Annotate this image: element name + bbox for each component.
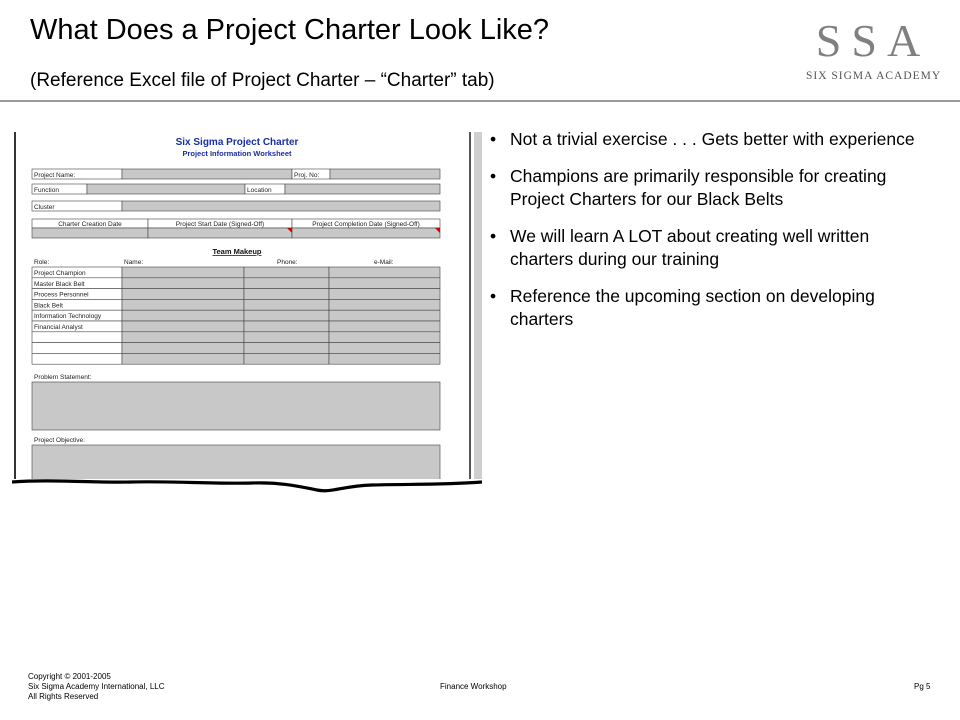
team-makeup-table bbox=[32, 267, 440, 364]
rights-line: All Rights Reserved bbox=[28, 692, 99, 701]
team-entry-cell bbox=[244, 310, 329, 321]
project-name-label: Project Name: bbox=[34, 172, 76, 179]
team-entry-cell bbox=[122, 299, 244, 310]
team-entry-cell bbox=[329, 332, 440, 343]
company-line: Six Sigma Academy International, LLC bbox=[28, 682, 165, 691]
team-row bbox=[32, 353, 440, 364]
team-role-cell bbox=[32, 343, 122, 354]
team-row bbox=[32, 321, 440, 332]
cluster-field bbox=[122, 201, 440, 211]
worksheet-subtitle: Project Information Worksheet bbox=[182, 149, 292, 158]
worksheet-scroll-strip bbox=[474, 132, 482, 480]
team-entry-cell bbox=[122, 278, 244, 289]
project-start-date-field bbox=[148, 228, 292, 238]
bullet-dot: • bbox=[490, 129, 497, 149]
team-entry-cell bbox=[244, 353, 329, 364]
bullet-list bbox=[490, 128, 920, 345]
team-col-phone: Phone: bbox=[277, 259, 298, 266]
team-role-label: Process Personnel bbox=[34, 291, 89, 299]
team-entry-cell bbox=[122, 267, 244, 278]
function-label: Function bbox=[34, 187, 59, 194]
team-entry-cell bbox=[244, 321, 329, 332]
slide-subtitle: (Reference Excel file of Project Charter – “Charter” tab) bbox=[30, 70, 495, 91]
bullet-text: Champions are primarily responsible for creating Project Charters for our Black Belts bbox=[510, 166, 887, 209]
team-role-label: Financial Analyst bbox=[34, 324, 83, 331]
proj-no-label: Proj. No: bbox=[294, 172, 320, 179]
team-entry-cell bbox=[329, 343, 440, 354]
team-entry-cell bbox=[244, 299, 329, 310]
bullet-item bbox=[490, 128, 920, 151]
charter-worksheet-image bbox=[12, 128, 482, 493]
bullet-dot: • bbox=[490, 226, 497, 246]
team-entry-cell bbox=[122, 353, 244, 364]
team-entry-cell bbox=[329, 321, 440, 332]
team-row bbox=[32, 289, 440, 300]
bullet-item bbox=[490, 285, 920, 331]
logo-mark: SSA bbox=[815, 15, 931, 66]
bullet-dot: • bbox=[490, 166, 497, 186]
team-entry-cell bbox=[329, 267, 440, 278]
team-row bbox=[32, 310, 440, 321]
bullet-text: Reference the upcoming section on developing charters bbox=[510, 286, 875, 329]
team-entry-cell bbox=[244, 267, 329, 278]
worksheet-title: Six Sigma Project Charter bbox=[175, 137, 299, 148]
team-role-cell bbox=[32, 353, 122, 364]
team-entry-cell bbox=[244, 289, 329, 300]
team-role-label: Master Black Belt bbox=[34, 280, 85, 288]
team-row bbox=[32, 343, 440, 354]
team-entry-cell bbox=[122, 310, 244, 321]
page-number: Pg 5 bbox=[914, 682, 931, 691]
team-entry-cell bbox=[244, 332, 329, 343]
team-row bbox=[32, 332, 440, 343]
team-role-cell bbox=[32, 332, 122, 343]
bullet-dot: • bbox=[490, 286, 497, 306]
team-role-label: Project Champion bbox=[34, 270, 86, 277]
team-makeup-heading: Team Makeup bbox=[212, 247, 262, 256]
bullet-text: Not a trivial exercise . . . Gets better with experience bbox=[510, 129, 915, 149]
project-objective-field bbox=[32, 445, 440, 480]
charter-creation-date-label: Charter Creation Date bbox=[58, 221, 122, 228]
team-entry-cell bbox=[122, 332, 244, 343]
team-entry-cell bbox=[122, 343, 244, 354]
function-field bbox=[87, 184, 245, 194]
team-entry-cell bbox=[329, 353, 440, 364]
footer-copyright bbox=[28, 672, 165, 702]
location-field bbox=[285, 184, 440, 194]
title-divider bbox=[0, 100, 960, 102]
slide-title: What Does a Project Charter Look Like? bbox=[30, 14, 550, 46]
team-row bbox=[32, 267, 440, 278]
project-completion-date-label: Project Completion Date (Signed-Off) bbox=[312, 221, 420, 228]
team-col-role: Role: bbox=[34, 259, 50, 266]
problem-statement-field bbox=[32, 382, 440, 430]
team-row bbox=[32, 299, 440, 310]
team-entry-cell bbox=[122, 289, 244, 300]
cluster-label: Cluster bbox=[34, 204, 55, 211]
charter-creation-date-field bbox=[32, 228, 148, 238]
bullet-item bbox=[490, 165, 920, 211]
bullet-text: We will learn A LOT about creating well written charters during our training bbox=[510, 226, 870, 269]
team-entry-cell bbox=[329, 278, 440, 289]
team-row bbox=[32, 278, 440, 289]
team-role-label: Information Technology bbox=[34, 313, 102, 321]
project-objective-label: Project Objective: bbox=[34, 437, 85, 444]
team-entry-cell bbox=[244, 343, 329, 354]
team-entry-cell bbox=[329, 310, 440, 321]
proj-no-field bbox=[330, 169, 440, 179]
logo-text: SIX SIGMA ACADEMY bbox=[806, 70, 942, 82]
team-entry-cell bbox=[329, 289, 440, 300]
bullet-item bbox=[490, 225, 920, 271]
team-entry-cell bbox=[122, 321, 244, 332]
project-name-field bbox=[122, 169, 292, 179]
team-entry-cell bbox=[244, 278, 329, 289]
project-completion-date-field bbox=[292, 228, 440, 238]
team-entry-cell bbox=[329, 299, 440, 310]
copyright-line: Copyright © 2001-2005 bbox=[28, 672, 111, 681]
team-col-name: Name: bbox=[124, 259, 144, 266]
charter-worksheet-svg bbox=[12, 128, 482, 493]
project-start-date-label: Project Start Date (Signed-Off) bbox=[175, 221, 265, 228]
footer-title: Finance Workshop bbox=[440, 682, 507, 691]
ssa-logo bbox=[806, 15, 942, 88]
team-col-email: e-Mail: bbox=[374, 259, 394, 266]
problem-statement-label: Problem Statement: bbox=[34, 374, 92, 381]
location-label: Location bbox=[247, 187, 272, 194]
team-role-label: Black Belt bbox=[34, 302, 63, 310]
